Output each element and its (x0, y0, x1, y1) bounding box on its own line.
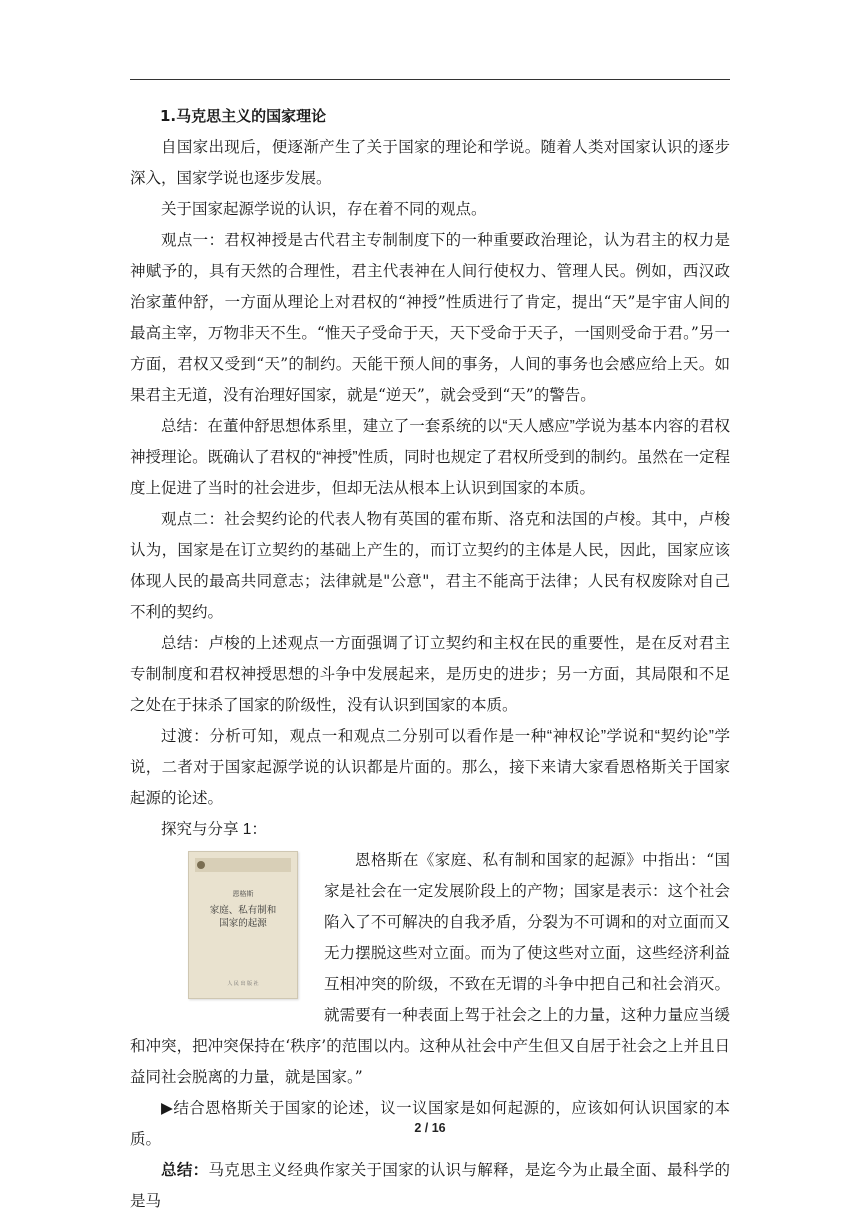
paragraph-summary-two: 总结：卢梭的上述观点一方面强调了订立契约和主权在民的重要性，是在反对君主专制制度和君权神授思想的斗争中发展起来，是历史的进步；另一方面，其局限和不足之处在于抹杀了国家的阶级性，没有认识到国家的本质。 (130, 635, 730, 714)
engels-quote: 恩格斯在《家庭、私有制和国家的起源》中指出：“国家是社会在一定发展阶段上的产物；国家是表示：这个社会陷入了不可解决的自我矛盾，分裂为不可调和的对立面而又无力摆脱这些对立面。而为了使这些对立面，这些经济利益互相冲突的阶级，不致在无谓的斗争中把自己和社会消灭。就需要有一种表面上驾于社会之上的力量，这种力量应当缓和冲突，把冲突保持在‘秩序’的范围以内。这种从社会中产生但又自居于社会之上并且日益同社会脱离的力量，就是国家。” (130, 851, 730, 1086)
book-author: 恩格斯 (232, 890, 254, 898)
book-title-line-1: 家庭、私有制和 (209, 905, 277, 916)
paragraph-views: 关于国家起源学说的认识，存在着不同的观点。 (161, 201, 487, 218)
paragraph-intro: 自国家出现后，便逐渐产生了关于国家的理论和学说。随着人类对国家认识的逐步深入，国家学说也逐步发展。 (130, 139, 730, 187)
final-summary-text: 马克思主义经典作家关于国家的认识与解释，是迄今为止最全面、最科学的是马 (130, 1162, 730, 1210)
discussion-question: ▶结合恩格斯关于国家的论述，议一议国家是如何起源的，应该如何认识国家的本质。 (130, 1100, 730, 1148)
book-series-band (195, 858, 291, 872)
final-summary-label: 总结： (161, 1162, 209, 1179)
header-rule (130, 79, 730, 80)
publisher-logo-icon (197, 861, 205, 869)
paragraph-view-one: 观点一：君权神授是古代君主专制制度下的一种重要政治理论，认为君主的权力是神赋予的，具有天然的合理性，君主代表神在人间行使权力、管理人民。例如，西汉政治家董仲舒，一方面从理论上对君权的“神授”性质进行了肯定，提出“天”是宇宙人间的最高主宰，万物非天不生。“惟天子受命于天，天下受命于天子，一国则受命于君。”另一方面，君权又受到“天”的制约。天能干预人间的事务，人间的事务也会感应给上天。如果君主无道，没有治理好国家，就是“逆天”，就会受到“天”的警告。 (130, 231, 730, 404)
document-body (130, 100, 730, 1217)
section-heading: 1.马克思主义的国家理论 (160, 107, 327, 125)
paragraph-final-summary (130, 1155, 730, 1217)
book-publisher: 人 民 出 版 社 (227, 981, 259, 987)
book-cover-image (188, 851, 298, 999)
paragraph-transition: 过渡：分析可知，观点一和观点二分别可以看作是一种“神权论”学说和“契约论”学说，二者对于国家起源学说的认识都是片面的。那么，接下来请大家看恩格斯关于国家起源的论述。 (130, 728, 730, 807)
paragraph-view-two: 观点二：社会契约论的代表人物有英国的霍布斯、洛克和法国的卢梭。其中，卢梭认为，国家是在订立契约的基础上产生的，而订立契约的主体是人民，因此，国家应该体现人民的最高共同意志；法律就是"公意"，君主不能高于法律；人民有权废除对自己不利的契约。 (130, 510, 730, 621)
book-title (193, 904, 293, 930)
page-number: 2 / 16 (414, 1121, 446, 1135)
explore-label: 探究与分享 1： (161, 821, 267, 838)
book-title-line-2: 国家的起源 (219, 918, 267, 929)
engels-quote-block (130, 845, 730, 1093)
paragraph-summary-one: 总结：在董仲舒思想体系里，建立了一套系统的以“天人感应”学说为基本内容的君权神授理论。既确认了君权的“神授”性质，同时也规定了君权所受到的制约。虽然在一定程度上促进了当时的社会进步，但却无法从根本上认识到国家的本质。 (130, 418, 730, 497)
